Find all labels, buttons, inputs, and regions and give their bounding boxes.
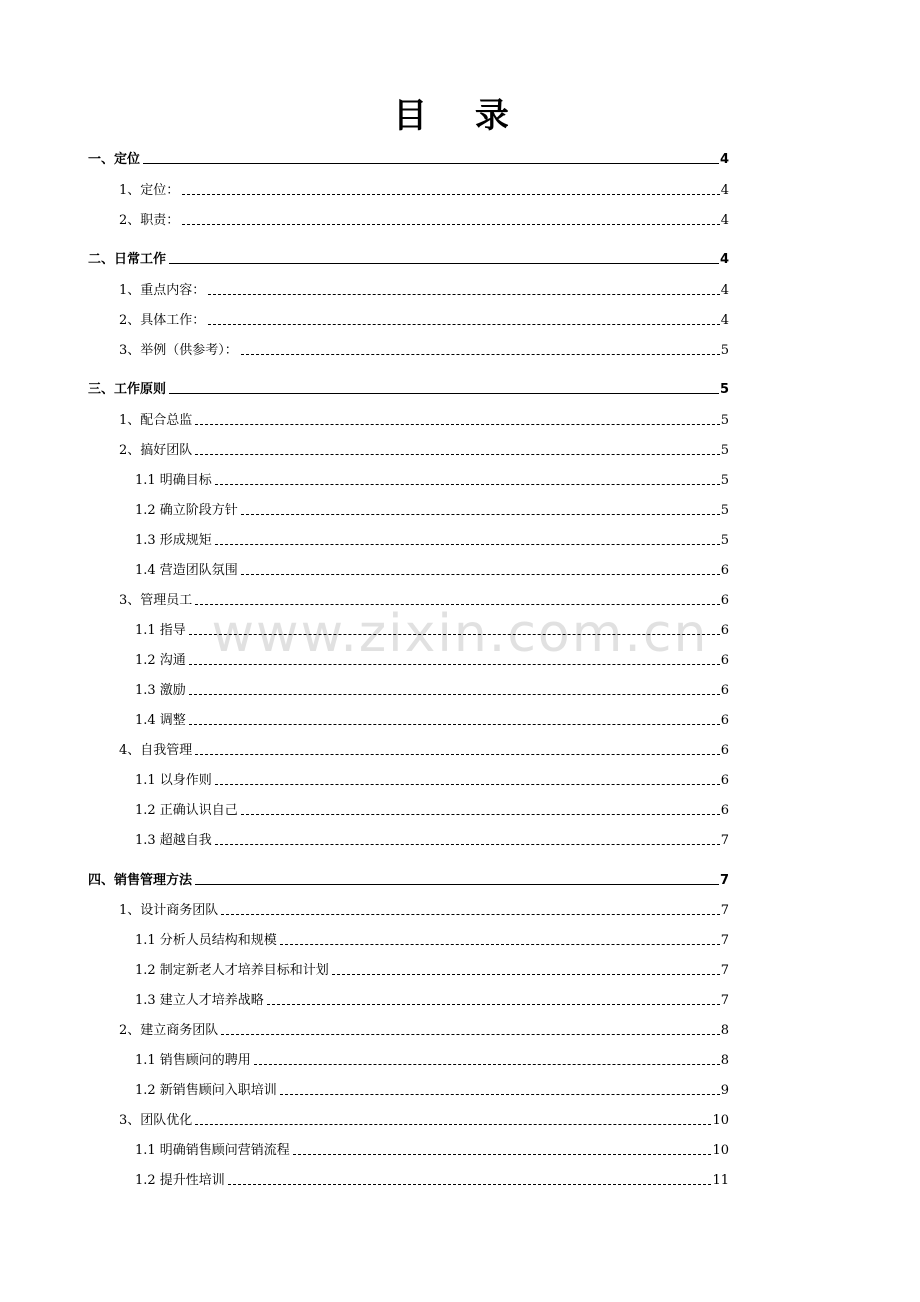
toc-page-number: 6 bbox=[720, 743, 729, 758]
toc-leader bbox=[208, 294, 719, 295]
toc-leader bbox=[241, 574, 720, 575]
toc-leader bbox=[241, 814, 720, 815]
toc-page-number: 4 bbox=[720, 183, 729, 198]
toc-entry-label: 1.2 新销售顾问入职培训 bbox=[135, 1083, 277, 1098]
toc-entry[interactable] bbox=[88, 150, 729, 170]
toc-leader bbox=[182, 194, 719, 195]
toc-leader bbox=[332, 974, 720, 975]
toc-page-number: 11 bbox=[712, 1173, 729, 1188]
toc-page-number: 10 bbox=[712, 1143, 729, 1158]
toc-leader bbox=[208, 324, 719, 325]
toc-leader bbox=[215, 784, 720, 785]
toc-entry[interactable] bbox=[135, 621, 729, 641]
toc-entry-label: 2、职责： bbox=[119, 213, 180, 228]
toc-page-number: 4 bbox=[719, 152, 729, 167]
toc-entry[interactable] bbox=[88, 380, 729, 400]
toc-leader bbox=[280, 944, 720, 945]
toc-entry[interactable] bbox=[135, 771, 729, 791]
toc-entry-label: 1.4 调整 bbox=[135, 713, 186, 728]
toc-leader bbox=[169, 393, 719, 394]
toc-page-number: 5 bbox=[719, 382, 729, 397]
toc-page-number: 5 bbox=[720, 533, 729, 548]
toc-entry-label: 3、举例（供参考）： bbox=[119, 343, 238, 358]
toc-leader bbox=[228, 1184, 712, 1185]
toc-leader bbox=[189, 724, 720, 725]
toc-entry-label: 1.2 确立阶段方针 bbox=[135, 503, 238, 518]
toc-entry-label: 一、定位 bbox=[88, 152, 141, 167]
toc-page-number: 5 bbox=[720, 343, 729, 358]
toc-entry[interactable] bbox=[119, 411, 729, 431]
toc-entry-label: 3、团队优化 bbox=[119, 1113, 193, 1128]
toc-entry[interactable] bbox=[135, 501, 729, 521]
toc-entry[interactable] bbox=[135, 1051, 729, 1071]
toc-page-number: 6 bbox=[720, 653, 729, 668]
toc-leader bbox=[189, 694, 720, 695]
toc-entry-label: 1、设计商务团队 bbox=[119, 903, 219, 918]
toc-leader bbox=[195, 424, 719, 425]
toc-page-number: 5 bbox=[720, 503, 729, 518]
toc-leader bbox=[195, 884, 719, 885]
toc-page-number: 5 bbox=[720, 473, 729, 488]
toc-leader bbox=[254, 1064, 720, 1065]
toc-entry-label: 1.2 沟通 bbox=[135, 653, 186, 668]
toc-entry[interactable] bbox=[135, 561, 729, 581]
toc-page-number: 4 bbox=[720, 313, 729, 328]
toc-entry-label: 1、配合总监 bbox=[119, 413, 193, 428]
toc-entry[interactable] bbox=[135, 1171, 729, 1191]
toc-entry[interactable] bbox=[119, 181, 729, 201]
toc-entry-label: 二、日常工作 bbox=[88, 252, 167, 267]
toc-entry[interactable] bbox=[135, 1141, 729, 1161]
toc-entry-label: 1.3 形成规矩 bbox=[135, 533, 212, 548]
toc-page-number: 5 bbox=[720, 443, 729, 458]
toc-leader bbox=[195, 754, 719, 755]
toc-leader bbox=[195, 454, 719, 455]
toc-page-number: 4 bbox=[719, 252, 729, 267]
toc-entry[interactable] bbox=[119, 311, 729, 331]
toc-entry[interactable] bbox=[119, 1021, 729, 1041]
toc-leader bbox=[241, 354, 720, 355]
toc-entry-label: 1.1 指导 bbox=[135, 623, 186, 638]
watermark: www.zixin.com.cn bbox=[211, 604, 709, 664]
toc-leader bbox=[221, 914, 719, 915]
toc-entry[interactable] bbox=[135, 681, 729, 701]
toc-leader bbox=[293, 1154, 712, 1155]
page-title: 目 录 bbox=[393, 96, 527, 136]
toc-leader bbox=[215, 544, 720, 545]
toc-entry-label: 1、定位： bbox=[119, 183, 180, 198]
toc-page-number: 6 bbox=[720, 563, 729, 578]
toc-page-number: 8 bbox=[720, 1023, 729, 1038]
toc-entry[interactable] bbox=[88, 250, 729, 270]
toc-entry[interactable] bbox=[135, 471, 729, 491]
toc-entry-label: 4、自我管理 bbox=[119, 743, 193, 758]
toc-page-number: 9 bbox=[720, 1083, 729, 1098]
toc-leader bbox=[143, 163, 719, 164]
toc-entry[interactable] bbox=[119, 741, 729, 761]
toc-page-number: 6 bbox=[720, 623, 729, 638]
toc-entry-label: 1.1 以身作则 bbox=[135, 773, 212, 788]
toc-entry[interactable] bbox=[135, 651, 729, 671]
toc-entry-label: 1、重点内容： bbox=[119, 283, 206, 298]
toc-leader bbox=[195, 1124, 711, 1125]
toc-leader bbox=[189, 664, 720, 665]
toc-entry-label: 1.2 提升性培训 bbox=[135, 1173, 225, 1188]
toc-entry-label: 2、搞好团队 bbox=[119, 443, 193, 458]
toc-page-number: 5 bbox=[720, 413, 729, 428]
toc-entry[interactable] bbox=[119, 441, 729, 461]
toc-entry[interactable] bbox=[119, 281, 729, 301]
toc-entry-label: 1.1 销售顾问的聘用 bbox=[135, 1053, 251, 1068]
toc-entry-label: 1.1 分析人员结构和规模 bbox=[135, 933, 277, 948]
toc-leader bbox=[189, 634, 720, 635]
toc-page-number: 7 bbox=[720, 933, 729, 948]
toc-entry-label: 1.4 营造团队氛围 bbox=[135, 563, 238, 578]
toc-entry-label: 1.1 明确目标 bbox=[135, 473, 212, 488]
toc-page-number: 6 bbox=[720, 593, 729, 608]
toc-page-number: 7 bbox=[720, 903, 729, 918]
toc-page-number: 7 bbox=[720, 963, 729, 978]
toc-entry-label: 1.3 建立人才培养战略 bbox=[135, 993, 264, 1008]
toc-page-number: 6 bbox=[720, 683, 729, 698]
toc-entry[interactable] bbox=[119, 211, 729, 231]
toc-entry[interactable] bbox=[135, 531, 729, 551]
toc-entry[interactable] bbox=[119, 901, 729, 921]
toc-entry-label: 四、销售管理方法 bbox=[88, 873, 193, 888]
toc-entry-label: 1.1 明确销售顾问营销流程 bbox=[135, 1143, 290, 1158]
toc-entry-label: 三、工作原则 bbox=[88, 382, 167, 397]
toc-entry[interactable] bbox=[135, 991, 729, 1011]
toc-leader bbox=[280, 1094, 720, 1095]
toc-entry-label: 2、具体工作： bbox=[119, 313, 206, 328]
toc-entry[interactable] bbox=[135, 961, 729, 981]
toc-leader bbox=[195, 604, 719, 605]
toc-entry[interactable] bbox=[135, 931, 729, 951]
toc-entry[interactable] bbox=[119, 591, 729, 611]
toc-page-number: 10 bbox=[712, 1113, 729, 1128]
toc-entry[interactable] bbox=[135, 801, 729, 821]
toc-page-number: 4 bbox=[720, 213, 729, 228]
toc-page-number: 6 bbox=[720, 773, 729, 788]
toc-leader bbox=[267, 1004, 720, 1005]
toc-leader bbox=[221, 1034, 719, 1035]
toc-entry-label: 1.3 激励 bbox=[135, 683, 186, 698]
toc-leader bbox=[169, 263, 719, 264]
toc-entry-label: 1.2 制定新老人才培养目标和计划 bbox=[135, 963, 329, 978]
toc-entry[interactable] bbox=[88, 871, 729, 891]
toc-entry-label: 2、建立商务团队 bbox=[119, 1023, 219, 1038]
toc-page-number: 6 bbox=[720, 803, 729, 818]
toc-page-number: 7 bbox=[720, 993, 729, 1008]
toc-page-number: 6 bbox=[720, 713, 729, 728]
toc-entry[interactable] bbox=[119, 1111, 729, 1131]
toc-entry-label: 1.2 正确认识自己 bbox=[135, 803, 238, 818]
toc-entry[interactable] bbox=[135, 711, 729, 731]
toc-page-number: 7 bbox=[719, 873, 729, 888]
toc-entry-label: 3、管理员工 bbox=[119, 593, 193, 608]
toc-entry[interactable] bbox=[119, 341, 729, 361]
toc-entry-label: 1.3 超越自我 bbox=[135, 833, 212, 848]
toc-entry[interactable] bbox=[135, 1081, 729, 1101]
toc-page-number: 7 bbox=[720, 833, 729, 848]
toc-leader bbox=[182, 224, 719, 225]
toc-page-number: 4 bbox=[720, 283, 729, 298]
toc-leader bbox=[241, 514, 720, 515]
toc-leader bbox=[215, 844, 720, 845]
toc-entry[interactable] bbox=[135, 831, 729, 851]
toc-page-number: 8 bbox=[720, 1053, 729, 1068]
toc-leader bbox=[215, 484, 720, 485]
